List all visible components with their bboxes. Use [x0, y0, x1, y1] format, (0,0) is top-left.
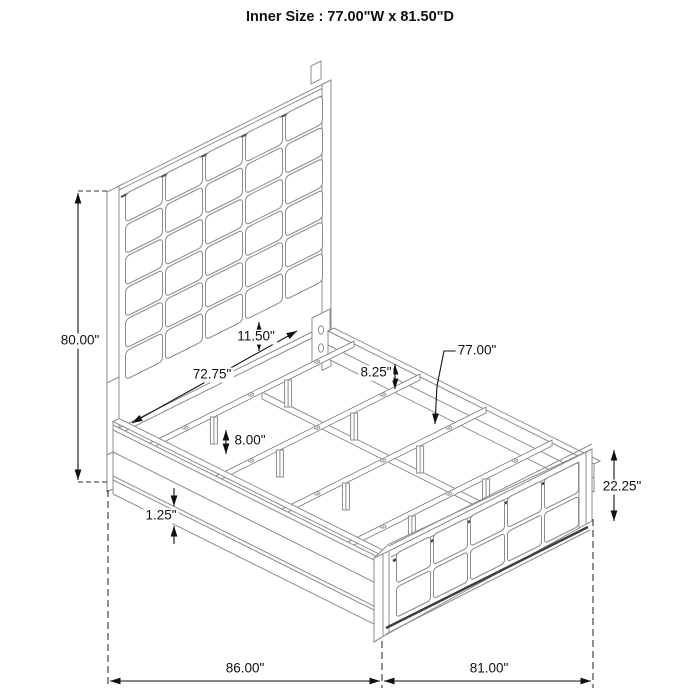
dim-label-rail-height: 8.25": [360, 364, 392, 380]
dim-label-overall-width: 86.00": [225, 660, 265, 676]
page-title: Inner Size : 77.00"W x 81.50"D: [246, 9, 454, 25]
dim-label-footboard-height: 22.25": [602, 478, 642, 494]
dim-label-headboard-height: 80.00": [60, 332, 100, 348]
dim-label-headboard-lower-panel: 11.50": [237, 328, 275, 344]
headboard: [107, 61, 331, 492]
dim-label-trim-height: 1.25": [145, 507, 177, 523]
left-side-rail: [113, 419, 388, 632]
dim-label-slat-length: 77.00": [457, 342, 497, 358]
dim-label-inner-rail-length: 72.75": [192, 366, 232, 382]
footboard: [374, 444, 592, 642]
dim-label-overall-depth: 81.00": [469, 660, 509, 676]
dim-label-leg-height: 8.00": [234, 432, 266, 448]
